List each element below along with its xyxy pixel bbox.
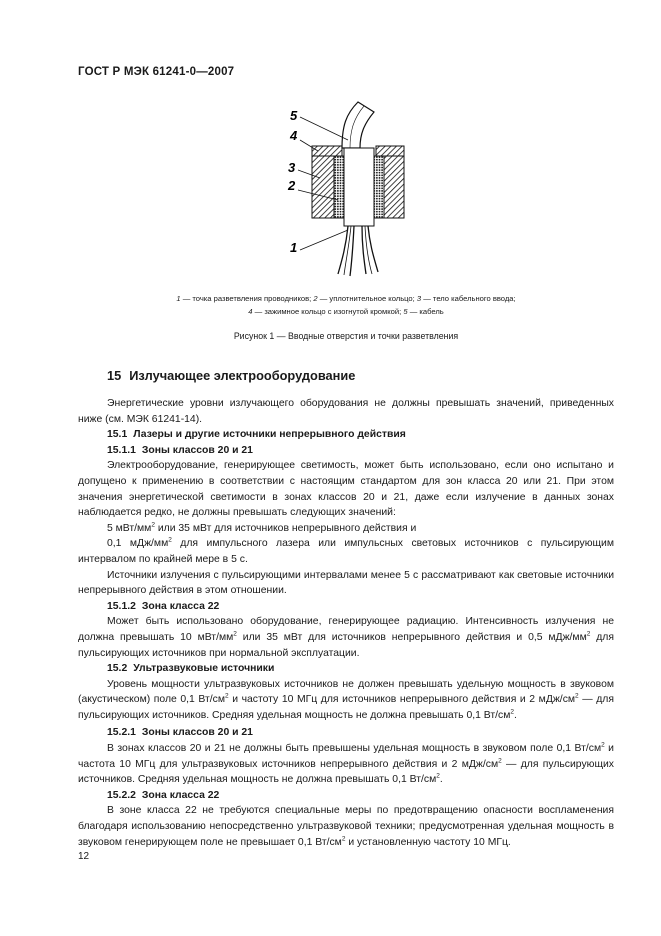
gland-body-left bbox=[312, 156, 334, 218]
subsection-heading-15-2-1: 15.2.1 Зоны классов 20 и 21 bbox=[107, 727, 253, 739]
gland-body-right bbox=[384, 156, 404, 218]
paragraph: В зоне класса 22 не требуются специальные меры по предотвращению опасности воспламенения благодаря использованию непосредственно ультразвуковой техники; предусмотренная удельная мощность в звуковом генерирующем поле не превышает 0,1 $Вт/см^2$ и установленную частоту 10 МГц. bbox=[78, 805, 614, 848]
paragraph: Энергетические уровни излучающего оборудования не должны превышать значений, приведенных ниже (см. МЭК 61241-14). bbox=[78, 398, 614, 425]
paragraph: Может быть использовано оборудование, генерирующее радиацию. Интенсивность излучения не должна превышать 10 мВт/$мм^2$ или 35 мВт для источников непрерывного действия и 0,5 мДж/$мм^2$ для пульсирующих источников при нормальной эксплуатации. bbox=[78, 616, 614, 659]
document-body bbox=[78, 396, 614, 850]
conductor-branches bbox=[338, 226, 378, 276]
figure-label-5: 5 bbox=[290, 108, 298, 123]
paragraph: Электрооборудование, генерирующее светимость, может быть использовано, если оно испытано и допущено к применению в соответствии с настоящим стандартом для зон класса 20 или 21. При этом значения энергетической светимости в зонах классов 20 и 21, даже если излучение в данных зонах наблюдается редко, не должны превышать следующих значений: bbox=[78, 460, 614, 519]
paragraph: Уровень мощности ультразвуковых источников не должен превышать удельную мощность в звуковом (акустическом) поле 0,1 $Вт/см^2$ и частоту 10 МГц для источников непрерывного действия и 2 мДж/$см^2$ — для пульсирующих источников. Средняя удельная мощность не должна превышать 0,1 $Вт/см^2$. bbox=[78, 678, 614, 721]
sealing-ring-left bbox=[334, 156, 344, 218]
cable-gland-figure bbox=[282, 96, 412, 280]
figure-label-1: 1 bbox=[290, 240, 298, 255]
figure-title: Рисунок 1 — Вводные отверстия и точки разветвления bbox=[233, 331, 459, 341]
paragraph: В зонах классов 20 и 21 не должны быть превышены удельная мощность в звуковом поле 0,1 $Вт/см^2$ и частота 10 МГц для ультразвуковых источников непрерывного действия и 2 мДж/$см^2$ — для пульсирующих источников. Средняя удельная мощность не должна превышать 0,1 $Вт/см^2$. bbox=[78, 741, 615, 786]
section-title-text: Излучающее электрооборудование bbox=[129, 368, 356, 383]
section-heading bbox=[107, 368, 355, 383]
paragraph: 0,1 мДж/$мм^2$ для импульсного лазера или импульсных световых источников с пульсирующим интервалом по крайней мере в 5 с. bbox=[78, 536, 614, 565]
subsection-heading-15-2-2: 15.2.2 Зона класса 22 bbox=[107, 789, 220, 801]
page-number: 12 bbox=[78, 851, 90, 862]
subsection-heading-15-1-2: 15.1.2 Зона класса 22 bbox=[107, 600, 220, 612]
figure-label-3: 3 bbox=[288, 160, 296, 175]
paragraph: Источники излучения с пульсирующими интервалами менее 5 с рассматривают как световые источники непрерывного действия в этом отношении. bbox=[78, 569, 614, 597]
clamping-ring-left bbox=[312, 146, 342, 156]
figure-label-4: 4 bbox=[290, 128, 298, 143]
paragraph: 5 мВт/$мм^2$ или 35 мВт для источников непрерывного действия и bbox=[107, 521, 417, 534]
subsection-heading-15-1-1: 15.1.1 Зоны классов 20 и 21 bbox=[107, 444, 253, 456]
document-header: ГОСТ Р МЭК 61241-0—2007 bbox=[78, 66, 235, 78]
subsection-heading-15-2: 15.2 Ультразвуковые источники bbox=[107, 663, 275, 675]
figure-legend-line-2: 4 — зажимное кольцо с изогнутой кромкой; 5 — кабель bbox=[248, 307, 444, 316]
sealing-ring-right bbox=[374, 156, 384, 218]
figure-label-2: 2 bbox=[288, 178, 296, 193]
subsection-heading-15-1: 15.1 Лазеры и другие источники непрерывного действия bbox=[107, 429, 406, 441]
clamping-ring-right bbox=[376, 146, 404, 156]
section-number: 15 bbox=[107, 368, 122, 383]
figure-legend-line-1: 1 — точка разветвления проводников; 2 — уплотнительное кольцо; 3 — тело кабельного ввода; bbox=[176, 294, 516, 303]
cable-bend bbox=[342, 102, 374, 148]
cable-body bbox=[344, 148, 374, 226]
